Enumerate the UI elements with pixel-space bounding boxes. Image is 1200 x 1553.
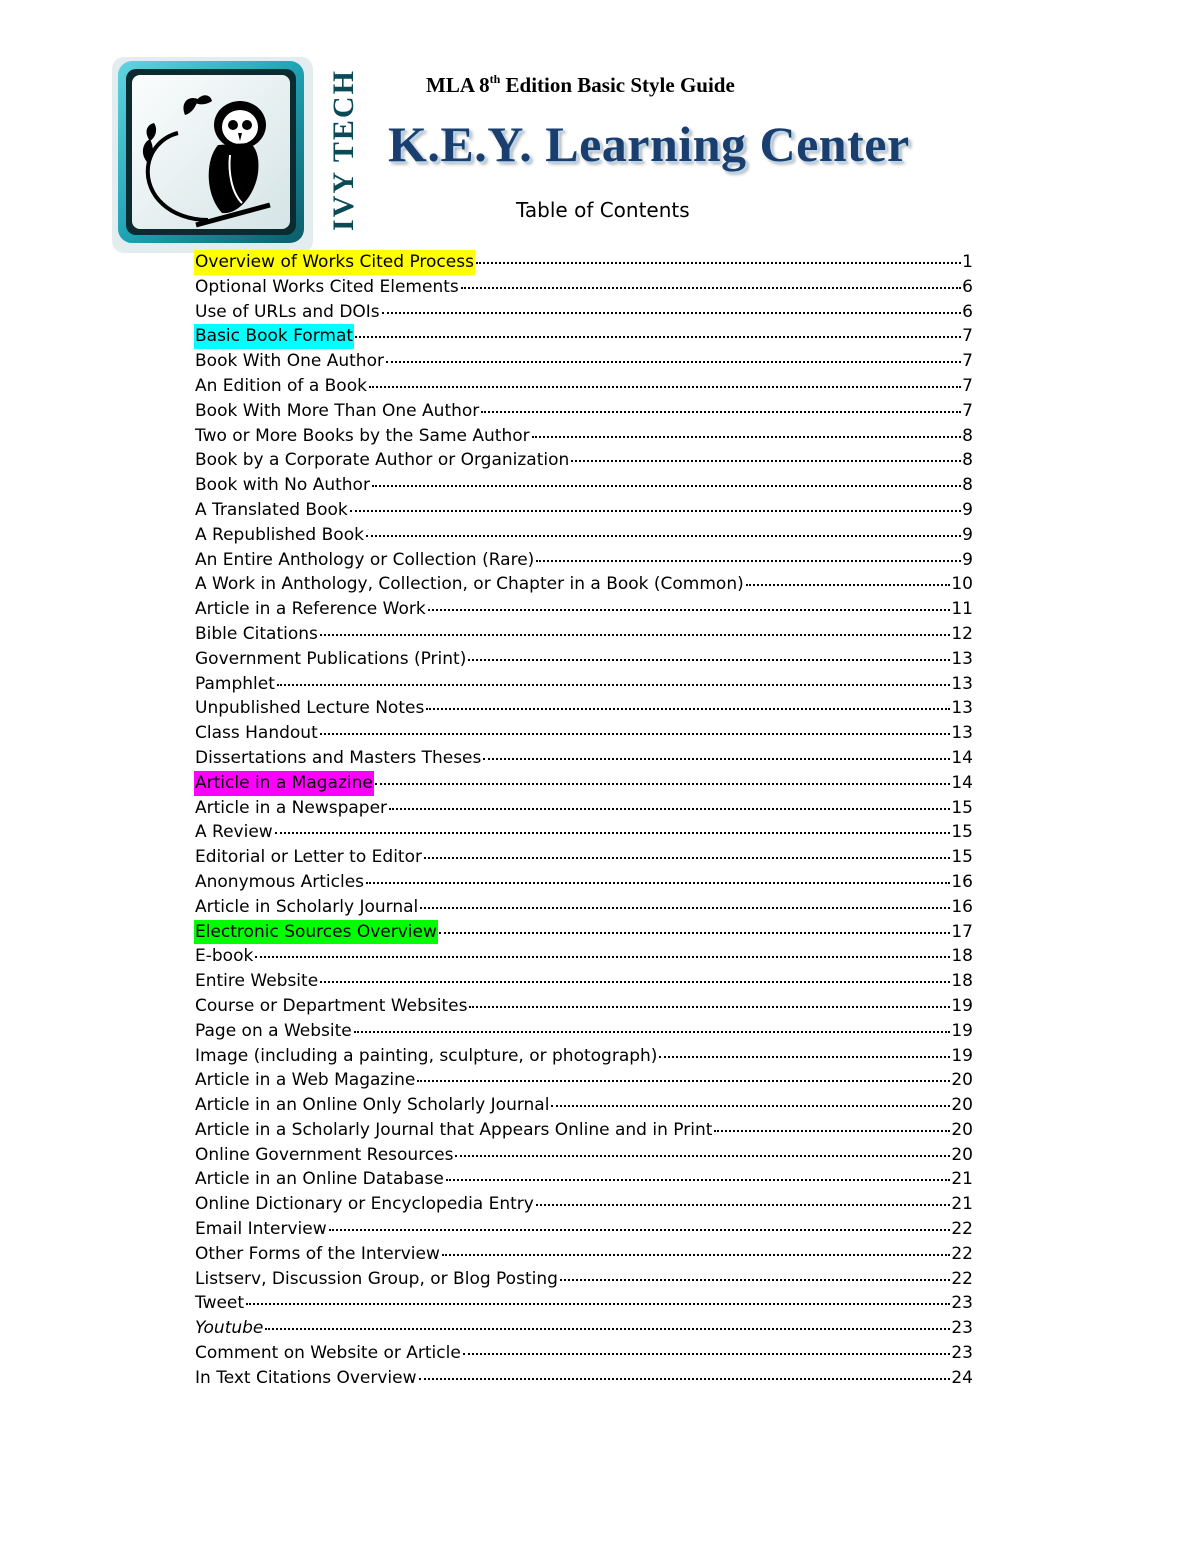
toc-entry-page: 19 (951, 995, 973, 1016)
toc-dot-leader (468, 643, 950, 661)
toc-entry-page: 12 (951, 623, 973, 644)
toc-entry-label: Entire Website (195, 971, 319, 992)
toc-entry-label: A Republished Book (195, 524, 364, 545)
toc-dot-leader (366, 866, 950, 884)
toc-entry-page: 10 (951, 574, 973, 595)
toc-entry-page: 15 (951, 797, 973, 818)
toc-entry-label: Book with No Author (195, 475, 370, 496)
toc-entry-page: 7 (962, 326, 973, 347)
toc-entry-label: Two or More Books by the Same Author (195, 425, 530, 446)
toc-entry-page: 23 (951, 1343, 973, 1364)
toc-entry-label: Unpublished Lecture Notes (195, 698, 425, 719)
toc-entry-label: Online Government Resources (195, 1144, 454, 1165)
toc-entry-label: E-book (195, 946, 254, 967)
toc-dot-leader (571, 444, 961, 462)
toc-dot-leader (320, 965, 950, 983)
logo-vertical-text: IVY TECH (327, 69, 360, 231)
toc-dot-leader (746, 568, 951, 586)
toc-entry-label: Editorial or Letter to Editor (195, 847, 422, 868)
toc-entry-page: 19 (951, 1045, 973, 1066)
toc-dot-leader (320, 717, 951, 735)
toc-entry-label: A Translated Book (195, 499, 348, 520)
toc-dot-leader (369, 370, 961, 388)
toc-entry-label: Electronic Sources Overview (194, 920, 438, 945)
toc-entry-page: 9 (962, 499, 973, 520)
toc-entry-page: 6 (962, 276, 973, 297)
toc-entry-page: 9 (962, 549, 973, 570)
toc-dot-leader (714, 1114, 950, 1132)
toc-entry-label: In Text Citations Overview (195, 1367, 417, 1388)
toc-entry-page: 13 (951, 723, 973, 744)
toc-entry-label: Optional Works Cited Elements (195, 276, 459, 297)
toc-dot-leader (428, 593, 951, 611)
toc-entry-page: 23 (951, 1318, 973, 1339)
toc-dot-leader (246, 1287, 950, 1305)
toc-dot-leader (389, 792, 950, 810)
toc-dot-leader (442, 1238, 950, 1256)
toc-entry-label: Article in an Online Only Scholarly Journal (195, 1095, 550, 1116)
toc-dot-leader (382, 296, 962, 314)
toc-dot-leader (255, 940, 950, 958)
toc-dot-leader (461, 271, 961, 289)
toc-entry-page: 21 (951, 1169, 973, 1190)
toc-entry-page: 8 (962, 450, 973, 471)
toc-entry-page: 9 (962, 524, 973, 545)
owl-logo-icon (110, 55, 315, 255)
toc-dot-leader (366, 519, 961, 537)
toc-entry-label: Comment on Website or Article (195, 1343, 461, 1364)
toc-dot-leader (439, 916, 950, 934)
toc-dot-leader (386, 345, 961, 363)
toc-entry-label: Article in a Newspaper (195, 797, 388, 818)
toc-entry-label: An Entire Anthology or Collection (Rare) (195, 549, 535, 570)
toc-entry-label: Page on a Website (195, 1020, 352, 1041)
toc-entry-label: Other Forms of the Interview (195, 1243, 440, 1264)
center-title: K.E.Y. Learning Center (388, 116, 910, 172)
toc-entry-page: 20 (951, 1070, 973, 1091)
toc-entry-label: Book With More Than One Author (195, 400, 480, 421)
toc-entry-page: 16 (951, 871, 973, 892)
toc-dot-leader (469, 990, 950, 1008)
toc-entry-page: 16 (951, 896, 973, 917)
toc-entry-label: Article in a Scholarly Journal that Appears Online and in Print (195, 1119, 713, 1140)
toc-entry-page: 8 (962, 425, 973, 446)
toc-heading: Table of Contents (516, 198, 690, 222)
toc-entry-page: 17 (951, 921, 973, 942)
toc-entry-label: Class Handout (195, 723, 318, 744)
toc-entry-page: 18 (951, 971, 973, 992)
toc-entry-label: Use of URLs and DOIs (195, 301, 380, 322)
toc-entry-page: 7 (962, 375, 973, 396)
toc-dot-leader (455, 1139, 950, 1157)
toc-entry-page: 22 (951, 1219, 973, 1240)
toc-entry-label: Anonymous Articles (195, 871, 365, 892)
toc-entry-page: 11 (951, 599, 973, 620)
toc-entry-page: 18 (951, 946, 973, 967)
toc-entry-page: 20 (951, 1095, 973, 1116)
toc-dot-leader (446, 1163, 951, 1181)
toc-dot-leader (275, 816, 951, 834)
toc-entry-label: Article in a Web Magazine (195, 1070, 416, 1091)
toc-entry-label: Listserv, Discussion Group, or Blog Posting (195, 1268, 558, 1289)
toc-dot-leader (424, 841, 950, 859)
table-of-contents (194, 249, 973, 1390)
toc-entry-label: Course or Department Websites (195, 995, 468, 1016)
toc-entry-label: Book by a Corporate Author or Organization (195, 450, 570, 471)
toc-dot-leader (265, 1312, 950, 1330)
toc-entry-label: Image (including a painting, sculpture, or photograph) (195, 1045, 658, 1066)
toc-entry-page: 19 (951, 1020, 973, 1041)
toc-entry-label: A Review (195, 822, 273, 843)
toc-entry-page: 14 (951, 747, 973, 768)
toc-entry-page: 13 (951, 648, 973, 669)
toc-entry-label: Basic Book Format (194, 324, 354, 349)
toc-entry-label: Tweet (195, 1293, 245, 1314)
toc-entry-label: Book With One Author (195, 351, 384, 372)
toc-entry-page: 20 (951, 1144, 973, 1165)
toc-entry-label: Article in a Magazine (194, 771, 374, 796)
toc-entry-page: 24 (951, 1367, 973, 1388)
toc-entry-label: Pamphlet (195, 673, 275, 694)
toc-entry-label: Email Interview (195, 1219, 327, 1240)
toc-dot-leader (354, 1015, 951, 1033)
toc-dot-leader (329, 1213, 951, 1231)
toc-dot-leader (551, 1089, 950, 1107)
toc-dot-leader (483, 742, 950, 760)
toc-dot-leader (420, 891, 950, 909)
toc-dot-leader (481, 395, 961, 413)
toc-entry-page: 7 (962, 400, 973, 421)
toc-dot-leader (536, 1188, 951, 1206)
toc-entry-page: 14 (951, 772, 973, 793)
toc-dot-leader (560, 1263, 950, 1281)
toc-dot-leader (417, 1064, 950, 1082)
toc-entry-label: An Edition of a Book (195, 375, 367, 396)
toc-entry-label: A Work in Anthology, Collection, or Chapter in a Book (Common) (195, 574, 744, 595)
toc-entry-page: 15 (951, 847, 973, 868)
toc-entry-label: Overview of Works Cited Process (194, 250, 475, 275)
toc-entry[interactable] (194, 1365, 973, 1390)
toc-dot-leader (532, 420, 962, 438)
toc-dot-leader (536, 544, 961, 562)
toc-entry-label: Dissertations and Masters Theses (195, 747, 482, 768)
toc-dot-leader (476, 246, 961, 264)
toc-entry-page: 13 (951, 698, 973, 719)
toc-entry-label: Article in a Reference Work (195, 599, 426, 620)
toc-entry-label: Government Publications (Print) (195, 648, 467, 669)
toc-entry-page: 6 (962, 301, 973, 322)
toc-entry-label: Online Dictionary or Encyclopedia Entry (195, 1194, 534, 1215)
toc-entry-label: Article in an Online Database (195, 1169, 444, 1190)
toc-dot-leader (659, 1040, 950, 1058)
toc-entry-label: Article in Scholarly Journal (195, 896, 419, 917)
toc-entry-page: 20 (951, 1119, 973, 1140)
document-subtitle: MLA 8th Edition Basic Style Guide (426, 72, 735, 97)
toc-dot-leader (426, 692, 950, 710)
toc-dot-leader (372, 469, 961, 487)
toc-entry-page: 13 (951, 673, 973, 694)
toc-dot-leader (350, 494, 961, 512)
toc-entry-label: Bible Citations (195, 623, 318, 644)
toc-dot-leader (277, 668, 950, 686)
toc-dot-leader (355, 320, 961, 338)
toc-dot-leader (463, 1337, 951, 1355)
toc-entry-page: 22 (951, 1243, 973, 1264)
toc-entry-page: 23 (951, 1293, 973, 1314)
toc-entry-page: 7 (962, 351, 973, 372)
toc-entry-page: 1 (962, 252, 973, 272)
toc-entry-page: 21 (951, 1194, 973, 1215)
toc-dot-leader (375, 767, 951, 785)
toc-dot-leader (419, 1362, 951, 1380)
toc-entry-page: 8 (962, 475, 973, 496)
toc-entry-page: 22 (951, 1268, 973, 1289)
toc-entry-label: Youtube (195, 1318, 264, 1339)
toc-dot-leader (320, 618, 950, 636)
toc-entry-page: 15 (951, 822, 973, 843)
